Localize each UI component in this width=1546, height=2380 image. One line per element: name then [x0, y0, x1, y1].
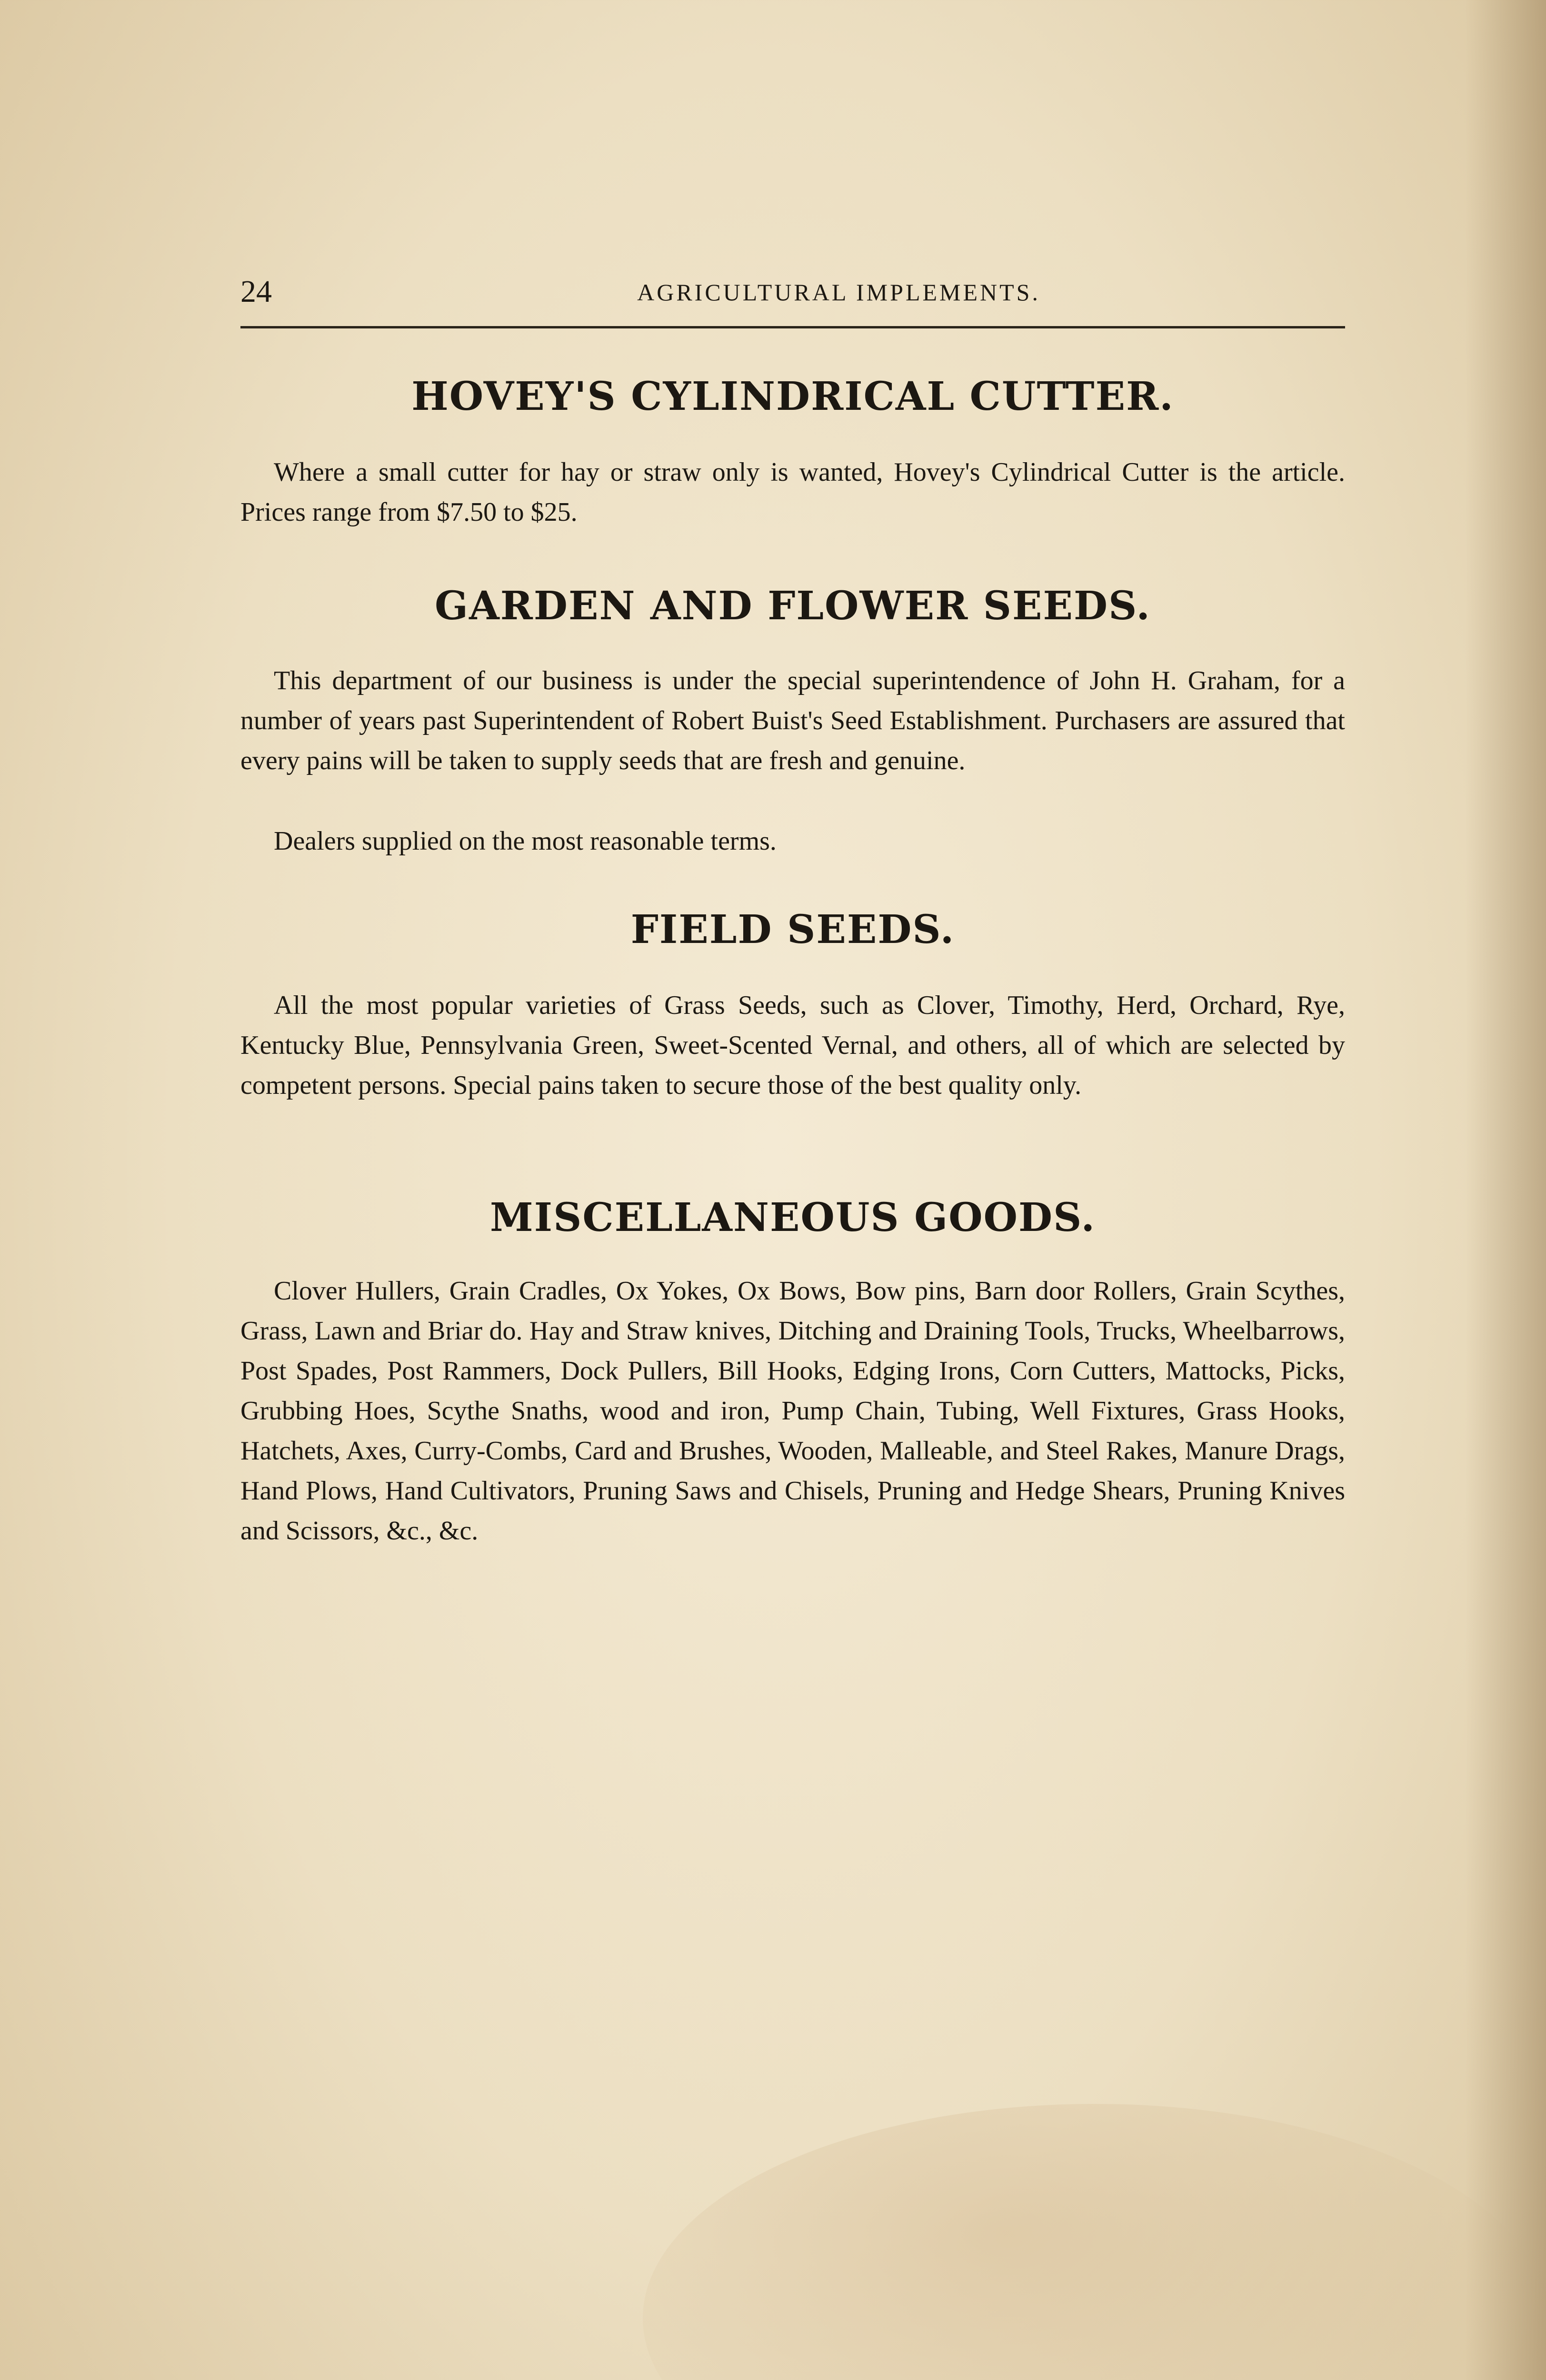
page-edge-shadow	[1465, 0, 1546, 2380]
paragraph-field-seeds: All the most popular varieties of Grass Seeds, such as Clover, Timothy, Herd, Orchard, Rye, Kentucky Blue, Pennsylvania Green, Sweet-Scented Vernal, and others, all of which are selected by competent persons. Special pains taken to secure those of the best quality only.	[240, 991, 1345, 1100]
header-rule	[240, 326, 1345, 328]
section-title-misc-goods: MISCELLANEOUS GOODS.	[489, 1195, 1096, 1240]
paragraph-garden-seeds: This department of our business is under the special superintendence of John H. Graham, for a number of years past Superintendent of Robert Buist's Seed Establishment. Purchasers are assured that every pains will be taken to supply seeds that are fresh and genuine.	[240, 666, 1345, 775]
paragraph-hoveys-cutter: Where a small cutter for hay or straw only is wanted, Hovey's Cylindrical Cutter is the article. Prices range from $7.50 to $25.	[240, 457, 1345, 527]
section-title-hoveys-cutter: HOVEY'S CYLINDRICAL CUTTER.	[411, 374, 1174, 419]
page-number: 24	[240, 274, 272, 309]
page-header	[240, 274, 1345, 309]
paragraph-misc-goods: Clover Hullers, Grain Cradles, Ox Yokes, Ox Bows, Bow pins, Barn door Rollers, Grain Scythes, Grass, Lawn and Briar do. Hay and Straw knives, Ditching and Draining Tools, Trucks, Wheelbarrows, Post Spades, Post Rammers, Dock Pullers, Bill Hooks, Edging Irons, Corn Cutters, Mattocks, Picks, Grubbing Hoes, Scythe Snaths, wood and iron, Pump Chain, Tubing, Well Fixtures, Grass Hooks, Hatchets, Axes, Curry-Combs, Card and Brushes, Wooden, Malleable, and Steel Rakes, Manure Drags, Hand Plows, Hand Cultivators, Pruning Saws and Chisels, Pruning and Hedge Shears, Pruning Knives and Scissors, &c., &c.	[240, 1276, 1345, 1546]
section-title-garden-seeds: GARDEN AND FLOWER SEEDS.	[435, 583, 1151, 629]
paragraph-garden-dealers: Dealers supplied on the most reasonable terms.	[274, 826, 777, 856]
water-stain	[643, 2104, 1546, 2380]
running-head: AGRICULTURAL IMPLEMENTS.	[637, 279, 1040, 306]
section-title-field-seeds: FIELD SEEDS.	[630, 907, 955, 952]
